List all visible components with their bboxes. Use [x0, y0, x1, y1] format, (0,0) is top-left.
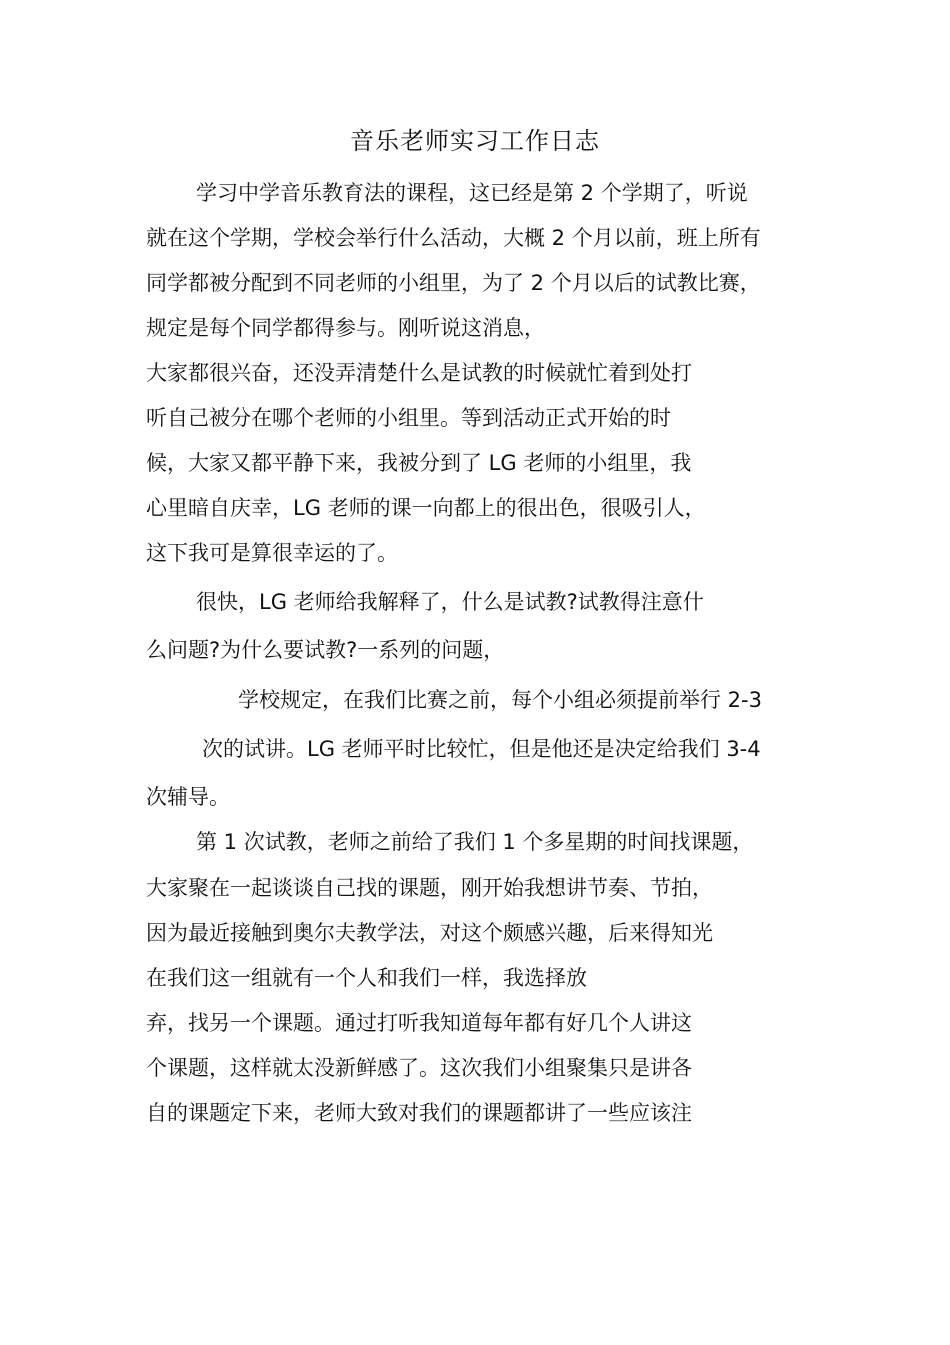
- text-line: 次的试讲。LG 老师平时比较忙，但是他还是决定给我们 3-4: [202, 737, 761, 761]
- text-line: 么问题?为什么要试教?一系列的问题，: [146, 638, 505, 662]
- text-line: 这下我可是算很幸运的了。: [146, 541, 398, 565]
- text-line: 自的课题定下来，老师大致对我们的课题都讲了一些应该注: [146, 1101, 692, 1125]
- text-line: 就在这个学期，学校会举行什么活动，大概 2 个月以前，班上所有: [146, 226, 761, 250]
- text-line: 听自己被分在哪个老师的小组里。等到活动正式开始的时: [146, 406, 671, 430]
- text-line: 规定是每个同学都得参与。刚听说这消息，: [146, 316, 545, 340]
- text-line: 候，大家又都平静下来，我被分到了 LG 老师的小组里，我: [146, 451, 692, 475]
- text-line: 大家聚在一起谈谈自己找的课题，刚开始我想讲节奏、节拍，: [146, 876, 713, 900]
- text-line: 大家都很兴奋，还没弄清楚什么是试教的时候就忙着到处打: [146, 361, 692, 385]
- text-line: 在我们这一组就有一个人和我们一样，我选择放: [146, 966, 587, 990]
- text-line: 次辅导。: [146, 785, 230, 809]
- text-line: 学校规定，在我们比赛之前，每个小组必须提前举行 2-3: [238, 688, 762, 712]
- text-line: 个课题，这样就太没新鲜感了。这次我们小组聚集只是讲各: [146, 1056, 692, 1080]
- text-line: 第 1 次试教，老师之前给了我们 1 个多星期的时间找课题，: [196, 830, 754, 854]
- text-line: 很快，LG 老师给我解释了，什么是试教?试教得注意什: [196, 590, 704, 614]
- text-line: 弃，找另一个课题。通过打听我知道每年都有好几个人讲这: [146, 1011, 692, 1035]
- text-line: 学习中学音乐教育法的课程，这已经是第 2 个学期了，听说: [196, 181, 748, 205]
- text-line: 因为最近接触到奥尔夫教学法，对这个颇感兴趣，后来得知光: [146, 921, 713, 945]
- text-line: 同学都被分配到不同老师的小组里，为了 2 个月以后的试教比赛，: [146, 271, 761, 295]
- document-title: 音乐老师实习工作日志: [350, 127, 600, 155]
- text-line: 心里暗自庆幸，LG 老师的课一向都上的很出色，很吸引人，: [146, 496, 706, 520]
